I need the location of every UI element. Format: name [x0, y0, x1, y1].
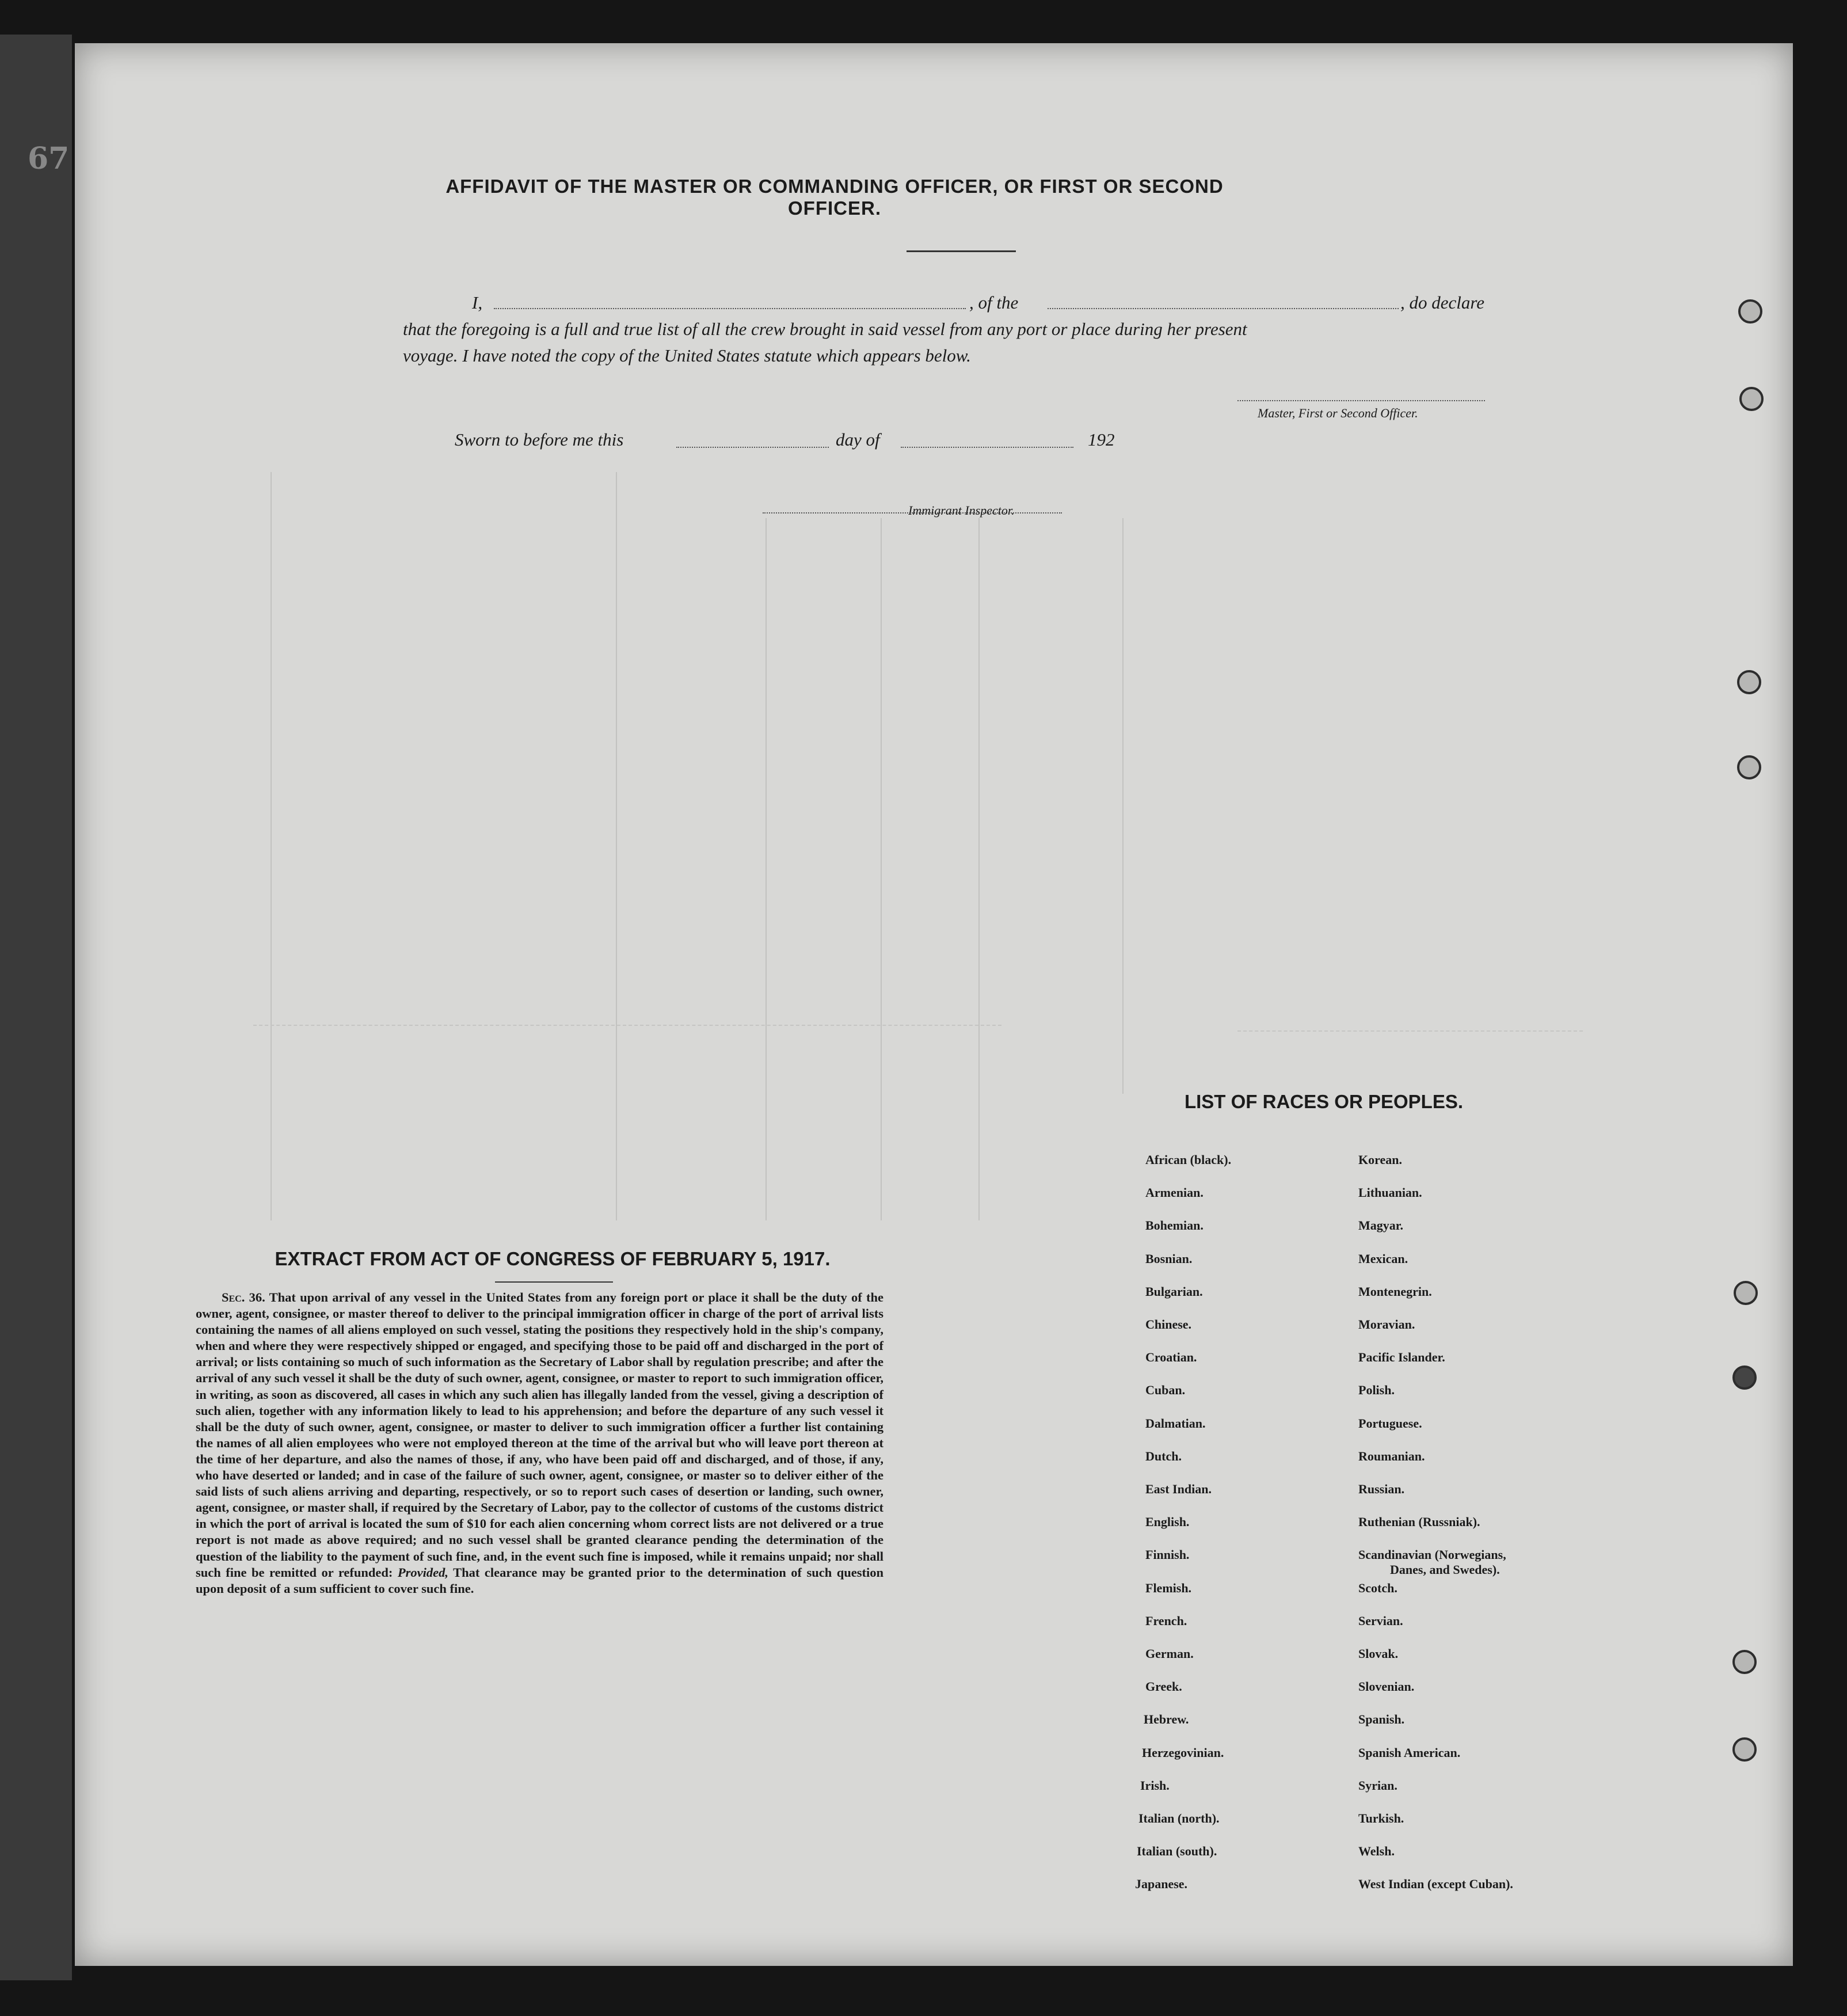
race-item: Herzegovinian. [1142, 1745, 1224, 1760]
ghost-row-rule [1237, 1030, 1583, 1032]
race-item: Lithuanian. [1358, 1185, 1422, 1200]
sworn-day-blank[interactable] [676, 447, 829, 448]
race-item: Polish. [1358, 1383, 1395, 1398]
binder-hole [1732, 1650, 1757, 1674]
ghost-column-rule [881, 518, 882, 1220]
race-item: Spanish American. [1358, 1745, 1461, 1760]
race-item: West Indian (except Cuban). [1358, 1877, 1513, 1892]
race-item: Cuban. [1145, 1383, 1186, 1398]
declarant-blank[interactable] [494, 308, 966, 309]
do-declare-label: , do declare [1400, 292, 1485, 313]
race-item: French. [1145, 1613, 1187, 1628]
inspector-label: Immigrant Inspector. [908, 503, 1015, 518]
race-item: Servian. [1358, 1613, 1403, 1628]
ghost-column-rule [978, 518, 980, 1220]
race-item: Bosnian. [1145, 1251, 1193, 1266]
race-item: Flemish. [1145, 1580, 1192, 1595]
race-item: Roumanian. [1358, 1448, 1425, 1463]
race-item: Russian. [1358, 1482, 1405, 1496]
declaration-line-2: that the foregoing is a full and true list of all the crew brought in said vessel from any port or place during her present [403, 319, 1247, 339]
race-item: Irish. [1140, 1778, 1170, 1793]
race-item: Chinese. [1145, 1317, 1192, 1332]
provided-word: Provided, [397, 1565, 449, 1580]
declaration-line-3: voyage. I have noted the copy of the United States statute which appears below. [403, 345, 971, 366]
race-item: Dutch. [1145, 1448, 1182, 1463]
binder-hole [1732, 1737, 1757, 1762]
race-item: Armenian. [1145, 1185, 1204, 1200]
binding-edge [0, 35, 72, 1980]
sworn-month-blank[interactable] [901, 447, 1073, 448]
race-item: Finnish. [1145, 1547, 1190, 1562]
race-item: Hebrew. [1144, 1712, 1189, 1727]
race-item: African (black). [1145, 1152, 1232, 1167]
race-item: East Indian. [1145, 1482, 1212, 1496]
section-label: Sec. 36. [222, 1290, 265, 1304]
race-item: Magyar. [1358, 1218, 1404, 1233]
race-item: Bohemian. [1145, 1218, 1204, 1233]
race-item: Greek. [1145, 1679, 1182, 1694]
signature-label: Master, First or Second Officer. [1258, 406, 1418, 420]
race-item: English. [1145, 1515, 1190, 1530]
race-item: Welsh. [1358, 1844, 1395, 1859]
race-item: Montenegrin. [1358, 1284, 1432, 1299]
race-item: Scandinavian (Norwegians, [1358, 1547, 1506, 1562]
race-item: Mexican. [1358, 1251, 1408, 1266]
races-title: LIST OF RACES OR PEOPLES. [1184, 1091, 1464, 1112]
year-label: 192 [1088, 429, 1115, 450]
ghost-column-rule [766, 518, 767, 1220]
race-item: Moravian. [1358, 1317, 1415, 1332]
binder-hole [1738, 299, 1762, 324]
race-item: Dalmatian. [1145, 1416, 1206, 1431]
ghost-column-rule [616, 472, 617, 1220]
race-item: Spanish. [1358, 1712, 1405, 1727]
binder-hole [1737, 670, 1761, 694]
binder-hole [1732, 1365, 1757, 1390]
race-item: Japanese. [1135, 1877, 1188, 1892]
race-item: Italian (north). [1138, 1811, 1220, 1825]
sworn-label: Sworn to before me this [455, 429, 624, 450]
race-item: Bulgarian. [1145, 1284, 1203, 1299]
extract-body [196, 1290, 883, 1597]
race-item: Ruthenian (Russniak). [1358, 1515, 1480, 1530]
race-item: Portuguese. [1358, 1416, 1422, 1431]
day-of-label: day of [836, 429, 880, 450]
extract-title: EXTRACT FROM ACT OF CONGRESS OF FEBRUARY 5, 1917. [275, 1248, 831, 1269]
signature-blank[interactable] [1237, 400, 1485, 401]
race-item: Slovak. [1358, 1646, 1399, 1661]
race-item: Slovenian. [1358, 1679, 1415, 1694]
title-rule [907, 250, 1016, 252]
race-item: Syrian. [1358, 1778, 1397, 1793]
race-item: Pacific Islander. [1358, 1350, 1445, 1365]
race-item: Italian (south). [1137, 1844, 1217, 1859]
binder-hole [1737, 755, 1761, 779]
ghost-row-rule [253, 1025, 1001, 1026]
race-item: Scotch. [1358, 1580, 1397, 1595]
race-item-continuation: Danes, and Swedes). [1390, 1562, 1500, 1577]
affidavit-title: AFFIDAVIT OF THE MASTER OR COMMANDING OFFICER, OR FIRST OR SECOND OFFICER. [445, 176, 1224, 219]
race-item: Turkish. [1358, 1811, 1404, 1825]
race-item: Croatian. [1145, 1350, 1197, 1365]
ghost-column-rule [271, 472, 272, 1220]
margin-number: 67 [28, 141, 70, 176]
vessel-blank[interactable] [1048, 308, 1399, 309]
binder-hole [1739, 387, 1764, 411]
race-item: German. [1145, 1646, 1194, 1661]
section-text: That upon arrival of any vessel in the United States from any foreign port or place it shall be the duty of the owner, agent, consignee, or master thereof to deliver to the principal immigration officer in charge of the port of arrival lists containing the names of all aliens employed on such vessel, stating the positions they respectively hold in the ship's company, when and where they were respectively shipped or engaged, and specifying those to be paid off and discharged in the port of arrival; or lists containing so much of such information as the Secretary of Labor shall by regulation prescribe; and after the arrival of any such vessel it shall be the duty of such owner, agent, consignee, or master to report to such immigration officer, in writing, as soon as discovered, all cases in which any such alien has illegally landed from the vessel, giving a description of such alien, together with any information likely to lead to his apprehension; and before the departure of any such vessel it shall be the duty of such owner, agent, consignee, or master to deliver to such immigration officer a further list containing the names of all alien employees who were not employed thereon at the time of the arrival but who will leave port thereon at the time of her departure, and also the names of those, if any, who have been paid off and discharged, and of those, if any, who have deserted or landed; and in case of the failure of such owner, agent, consignee, or master so to deliver either of the said lists of such aliens arriving and departing, respectively, or so to report such cases of desertion or landing, such owner, agent, consignee, or master shall, if required by the Secretary of Labor, pay to the collector of customs of the customs district in which the port of arrival is located the sum of $10 for each alien concerning whom correct lists are not delivered or a true report is not made as above required; and no such vessel shall be granted clearance pending the determination of the question of the liability to the payment of such fine, and, in the event such fine is imposed, while it remains unpaid; nor shall such fine be remitted or refunded: [196, 1290, 884, 1580]
extract-title-rule [495, 1281, 613, 1283]
of-the-label: , of the [969, 292, 1019, 313]
section-text-end: That clearance may be granted prior to the determination of such question upon deposit of a sum sufficient to cover such fine. [196, 1565, 884, 1596]
declarant-label: I, [472, 292, 483, 313]
binder-hole [1734, 1281, 1758, 1305]
race-item: Korean. [1358, 1152, 1402, 1167]
ghost-column-rule [1122, 518, 1124, 1094]
